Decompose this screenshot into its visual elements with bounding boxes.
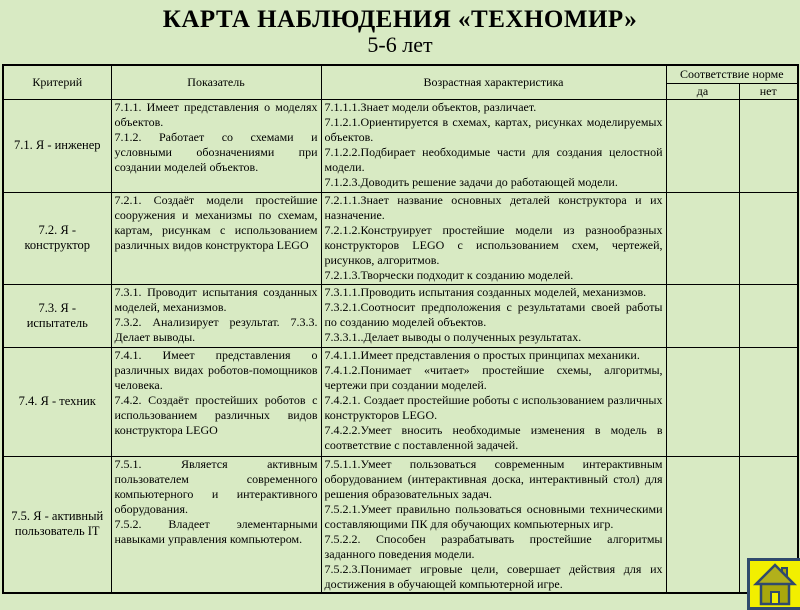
indicator-text: 7.4.1. Имеет представления о различных видах роботов-помощников человека.: [114, 347, 318, 392]
characteristic-text: 7.1.2.1.Ориентируется в схемах, картах, рисунках моделируемых объектов.: [324, 114, 663, 144]
criterion-cell: 7.3. Я - испытатель: [3, 284, 111, 347]
characteristic-text: 7.3.3.1..Делает выводы о полученных результатах.: [324, 329, 582, 344]
characteristic-cell: [321, 192, 666, 284]
characteristic-text: 7.1.2.2.Подбирает необходимые части для создания целостной модели.: [324, 144, 663, 174]
table-row: [3, 284, 798, 347]
header-age-characteristic: Возрастная характеристика: [321, 65, 666, 99]
yes-cell: [666, 192, 739, 284]
table-row: [3, 347, 798, 456]
characteristic-text: 7.3.2.1.Соотносит предположения с результатами своей работы по созданию моделей объектов.: [324, 299, 663, 329]
characteristic-text: 7.1.2.3.Доводить решение задачи до работающей модели.: [324, 174, 618, 189]
header-norm-compliance: Соответствие норме: [666, 65, 798, 83]
indicator-cell: [111, 347, 321, 456]
characteristic-text: 7.1.1.1.Знает модели объектов, различает.: [324, 99, 537, 114]
criterion-cell: 7.2. Я - конструктор: [3, 192, 111, 284]
indicator-text: 7.3.2. Анализирует результат. 7.3.3. Делает выводы.: [114, 314, 318, 344]
yes-cell: [666, 99, 739, 192]
home-button[interactable]: [747, 558, 800, 610]
characteristic-text: 7.2.1.1.Знает название основных деталей конструктора и их назначение.: [324, 192, 663, 222]
characteristic-text: 7.4.2.2.Умеет вносить необходимые изменения в модель в соответствие с поставленной задачей.: [324, 422, 663, 452]
characteristic-text: 7.2.1.2.Конструирует простейшие модели из разнообразных конструкторов LEGO с использованием схем, чертежей, рисунков, алгоритмов.: [324, 222, 663, 267]
indicator-text: 7.3.1. Проводит испытания созданных моделей, механизмов.: [114, 284, 318, 314]
characteristic-text: 7.5.1.1.Умеет пользоваться современным интерактивным оборудованием (интерактивная доска, интерактивный стол) для решения образовательных задач.: [324, 456, 663, 501]
characteristic-text: 7.5.2.1.Умеет правильно пользоваться основными техническими составляющими ПК для обучающих компьютерных игр.: [324, 501, 663, 531]
yes-cell: [666, 347, 739, 456]
table-row: [3, 456, 798, 593]
page-subtitle: 5-6 лет: [367, 32, 433, 57]
characteristic-text: 7.4.2.1. Создает простейшие роботы с использованием различных конструкторов LEGO.: [324, 392, 663, 422]
header-indicator: Показатель: [111, 65, 321, 99]
characteristic-text: 7.4.1.2.Понимает «читает» простейшие схемы, алгоритмы, чертежи при создании моделей.: [324, 362, 663, 392]
no-cell: [739, 347, 798, 456]
indicator-text: 7.2.1. Создаёт модели простейшие сооружения и механизмы по схемам, картам, рисункам с использованием различных видов конструктора LEGO: [114, 192, 318, 252]
yes-cell: [666, 456, 739, 593]
indicator-text: 7.5.2. Владеет элементарными навыками управления компьютером.: [114, 516, 318, 546]
characteristic-text: 7.5.2.3.Понимает игровые цели, совершает действия для их достижения в обучающей компьютерной игре.: [324, 561, 663, 591]
home-icon: [750, 563, 800, 607]
indicator-text: 7.1.1. Имеет представления о моделях объектов.: [114, 99, 318, 129]
characteristic-text: 7.5.2.2. Способен разрабатывать простейшие алгоритмы заданного поведения модели.: [324, 531, 663, 561]
indicator-cell: [111, 284, 321, 347]
indicator-text: 7.4.2. Создаёт простейших роботов с использованием различных видов конструктора LEGO: [114, 392, 318, 437]
no-cell: [739, 284, 798, 347]
header-yes: да: [666, 83, 739, 99]
characteristic-cell: [321, 456, 666, 593]
characteristic-text: 7.3.1.1.Проводить испытания созданных моделей, механизмов.: [324, 284, 647, 299]
indicator-cell: [111, 99, 321, 192]
page-title: КАРТА НАБЛЮДЕНИЯ «ТЕХНОМИР»: [162, 6, 638, 33]
characteristic-cell: [321, 99, 666, 192]
header-no: нет: [739, 83, 798, 99]
indicator-cell: [111, 456, 321, 593]
table-row: [3, 192, 798, 284]
slide: [0, 7, 800, 607]
criterion-cell: 7.1. Я - инженер: [3, 99, 111, 192]
no-cell: [739, 192, 798, 284]
header-criterion: Критерий: [3, 65, 111, 99]
indicator-text: 7.5.1. Является активным пользователем современного компьютерного и интерактивного оборудования.: [114, 456, 318, 516]
indicator-cell: [111, 192, 321, 284]
indicator-text: 7.1.2. Работает со схемами и условными обозначениями при создании моделей объектов.: [114, 129, 318, 174]
observation-table: [2, 64, 799, 594]
characteristic-text: 7.4.1.1.Имеет представления о простых принципах механики.: [324, 347, 640, 362]
characteristic-cell: [321, 347, 666, 456]
criterion-cell: 7.4. Я - техник: [3, 347, 111, 456]
no-cell: [739, 99, 798, 192]
criterion-cell: 7.5. Я - активный пользователь IT: [3, 456, 111, 593]
characteristic-text: 7.2.1.3.Творчески подходит к созданию моделей.: [324, 267, 574, 282]
characteristic-cell: [321, 284, 666, 347]
table-row: [3, 99, 798, 192]
yes-cell: [666, 284, 739, 347]
header-row: [3, 65, 798, 83]
